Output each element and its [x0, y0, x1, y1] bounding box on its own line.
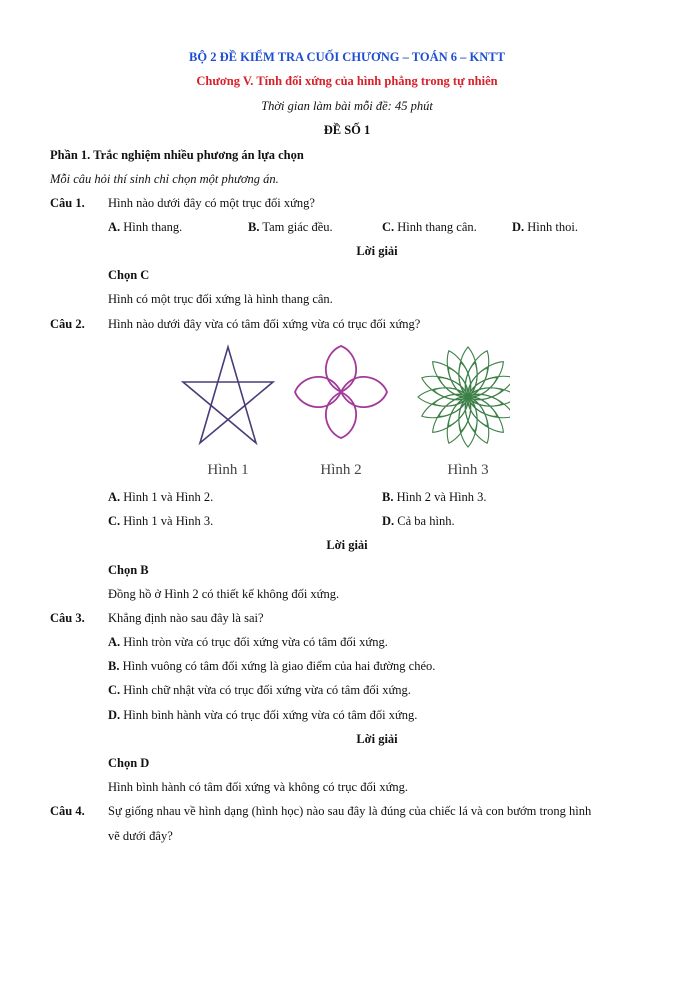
- q1-choice: Chọn C: [108, 268, 150, 282]
- q1-option-b: B. Tam giác đều.: [248, 220, 333, 234]
- flower-figure: [295, 346, 387, 438]
- part1-heading: Phần 1. Trắc nghiệm nhiều phương án lựa chọn: [50, 148, 304, 162]
- q3-explanation: Hình bình hành có tâm đối xứng và không có trục đối xứng.: [108, 780, 408, 794]
- star-figure: [183, 347, 273, 443]
- rosette-figure: [418, 347, 510, 447]
- q2-option-a: A. Hình 1 và Hình 2.: [108, 490, 214, 504]
- q1-option-a: A. Hình thang.: [108, 220, 183, 234]
- q3-option-b: B. Hình vuông có tâm đối xứng là giao điểm của hai đường chéo.: [108, 659, 436, 673]
- q2-option-b: B. Hình 2 và Hình 3.: [382, 490, 487, 504]
- q3-option-c: C. Hình chữ nhật vừa có trục đối xứng vừa có tâm đối xứng.: [108, 683, 411, 697]
- document-title: BỘ 2 ĐỀ KIỂM TRA CUỐI CHƯƠNG – TOÁN 6 – KNTT: [189, 50, 505, 64]
- time-limit: Thời gian làm bài mỗi đề: 45 phút: [261, 99, 433, 113]
- chapter-subtitle: Chương V. Tính đối xứng của hình phẳng trong tự nhiên: [196, 74, 498, 88]
- exam-number: ĐỀ SỐ 1: [323, 123, 371, 137]
- q4-text-line2: vẽ dưới đây?: [108, 829, 173, 843]
- q2-option-c: C. Hình 1 và Hình 3.: [108, 514, 214, 528]
- q3-solution-heading: Lời giải: [356, 732, 398, 746]
- q2-figures: [170, 340, 510, 480]
- q4-text-line1: Sự giống nhau về hình dạng (hình học) nào sau đây là đúng của chiếc lá và con bướm trong hình: [108, 804, 592, 818]
- q3-text: Khẳng định nào sau đây là sai?: [108, 611, 264, 625]
- q2-option-d: D. Cả ba hình.: [382, 514, 455, 528]
- q2-solution-heading: Lời giải: [326, 538, 368, 552]
- q1-number: Câu 1.: [50, 196, 85, 210]
- q2-text: Hình nào dưới đây vừa có tâm đối xứng vừa có trục đối xứng?: [108, 317, 421, 331]
- q1-solution-heading: Lời giải: [356, 244, 398, 258]
- q4-number: Câu 4.: [50, 804, 85, 818]
- part1-instruction: Mỗi câu hỏi thí sinh chỉ chọn một phương án.: [50, 172, 279, 186]
- q3-option-a: A. Hình tròn vừa có trục đối xứng vừa có tâm đối xứng.: [108, 635, 388, 649]
- q3-option-d: D. Hình bình hành vừa có trục đối xứng vừa có tâm đối xứng.: [108, 708, 418, 722]
- q1-option-c: C. Hình thang cân.: [382, 220, 477, 234]
- q2-number: Câu 2.: [50, 317, 85, 331]
- fig3-label: Hình 3: [447, 462, 489, 478]
- q1-option-d: D. Hình thoi.: [512, 220, 578, 234]
- q2-explanation: Đồng hồ ở Hình 2 có thiết kế không đối xứng.: [108, 587, 340, 601]
- q3-number: Câu 3.: [50, 611, 85, 625]
- fig2-label: Hình 2: [320, 462, 362, 478]
- q3-choice: Chọn D: [108, 756, 150, 770]
- q1-text: Hình nào dưới đây có một trục đối xứng?: [108, 196, 315, 210]
- q1-explanation: Hình có một trục đối xứng là hình thang cân.: [108, 292, 333, 306]
- q2-choice: Chọn B: [108, 563, 149, 577]
- fig1-label: Hình 1: [207, 462, 249, 478]
